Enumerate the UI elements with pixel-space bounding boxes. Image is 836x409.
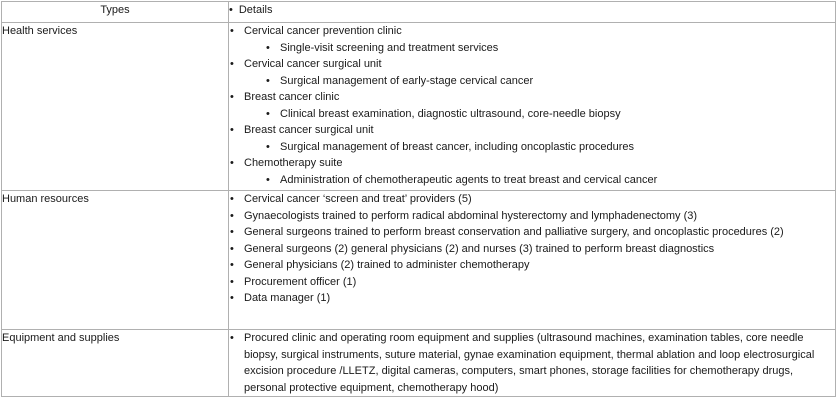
header-types: Types	[2, 2, 229, 23]
sub-list-item: • Surgical management of breast cancer, including oncoplastic procedures	[244, 139, 835, 156]
sub-list	[244, 172, 835, 189]
category-cell: Human resources	[2, 191, 229, 330]
sub-list-item: • Surgical management of early-stage cervical cancer	[244, 73, 835, 90]
sub-list-item: • Administration of chemotherapeutic agents to treat breast and cervical cancer	[244, 172, 835, 189]
list-item: • General physicians (2) trained to administer chemotherapy	[229, 257, 835, 274]
list-item: • Procured clinic and operating room equipment and supplies (ultrasound machines, examination tables, core needle biopsy, surgical instruments, suture material, gynae examination equipment, thermal ablation and loop electrosurgical excision procedure /LLETZ, digital cameras, computers, smart phones, storage facilities for chemotherapy drugs, personal protective equipment, chemotherapy hood)	[229, 330, 835, 396]
list-item	[229, 155, 835, 188]
header-details: Details	[238, 4, 273, 16]
sub-list-item: • Single-visit screening and treatment services	[244, 40, 835, 57]
details-list	[229, 23, 835, 188]
list-item: • General surgeons (2) general physicians (2) and nurses (3) trained to perform breast diagnostics	[229, 241, 835, 258]
list-item: • General surgeons trained to perform breast conservation and palliative surgery, and oncoplastic procedures (2)	[229, 224, 835, 241]
header-row	[2, 2, 836, 23]
category-cell: Health services	[2, 23, 229, 191]
list-item: • Gynaecologists trained to perform radical abdominal hysterectomy and lymphadenectomy (3)	[229, 208, 835, 225]
bullet-icon: •	[229, 4, 233, 16]
sub-list	[244, 139, 835, 156]
details-list	[229, 330, 835, 396]
item-text: Breast cancer surgical unit	[244, 124, 374, 136]
list-item	[229, 122, 835, 155]
sub-list	[244, 73, 835, 90]
sub-list-item: • Clinical breast examination, diagnostic ultrasound, core-needle biopsy	[244, 106, 835, 123]
item-text: Breast cancer clinic	[244, 91, 340, 103]
document-page	[0, 1, 836, 409]
list-item	[229, 23, 835, 56]
details-cell	[229, 191, 836, 330]
item-text: Chemotherapy suite	[244, 157, 343, 169]
list-item	[229, 56, 835, 89]
resources-table	[1, 1, 836, 397]
list-item: • Procurement officer (1)	[229, 274, 835, 291]
table-row	[2, 23, 836, 191]
details-cell	[229, 330, 836, 397]
item-text: Cervical cancer prevention clinic	[244, 25, 402, 37]
table-row	[2, 191, 836, 330]
list-item	[229, 89, 835, 122]
item-text: Cervical cancer surgical unit	[244, 58, 382, 70]
table-row	[2, 330, 836, 397]
category-cell: Equipment and supplies	[2, 330, 229, 397]
list-item: • Data manager (1)	[229, 290, 835, 307]
header-details-cell	[229, 2, 836, 23]
sub-list	[244, 106, 835, 123]
details-cell	[229, 23, 836, 191]
sub-list	[244, 40, 835, 57]
details-list	[229, 191, 835, 307]
list-item: • Cervical cancer ‘screen and treat’ providers (5)	[229, 191, 835, 208]
